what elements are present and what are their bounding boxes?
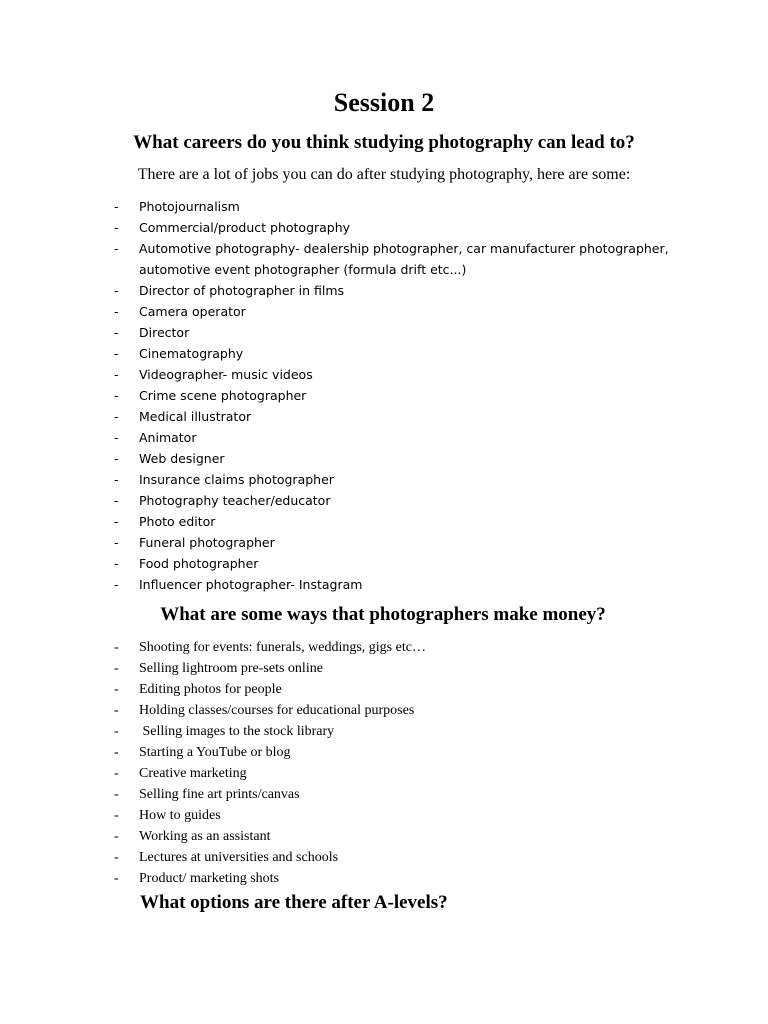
list-item-text: Photo editor — [139, 514, 216, 529]
list-item — [0, 427, 699, 448]
list-item — [0, 868, 699, 889]
list-item — [0, 658, 699, 679]
money-list — [0, 637, 699, 889]
list-item — [0, 532, 699, 553]
bullet-dash: - — [114, 325, 119, 340]
a-levels-heading: What options are there after A-levels? — [140, 892, 448, 913]
list-item — [0, 301, 699, 322]
list-item — [0, 805, 699, 826]
bullet-dash: - — [114, 241, 119, 256]
page-title: Session 2 — [333, 88, 435, 117]
careers-heading: What careers do you think studying photography can lead to? — [133, 132, 635, 153]
list-item-text: Director of photographer in films — [139, 283, 345, 298]
bullet-dash: - — [114, 661, 119, 676]
bullet-dash: - — [114, 514, 119, 529]
list-item — [0, 343, 699, 364]
list-item — [0, 280, 699, 301]
bullet-dash: - — [114, 556, 119, 571]
list-item-text: Starting a YouTube or blog — [139, 745, 291, 760]
list-item — [0, 679, 699, 700]
list-item — [0, 553, 699, 574]
list-item — [0, 364, 699, 385]
list-item-text: Insurance claims photographer — [139, 472, 334, 487]
list-item — [0, 217, 699, 238]
list-item — [0, 196, 699, 217]
bullet-dash: - — [114, 472, 119, 487]
bullet-dash: - — [114, 871, 119, 886]
bullet-dash: - — [114, 808, 119, 823]
list-item — [0, 742, 699, 763]
bullet-dash: - — [114, 703, 119, 718]
bullet-dash: - — [114, 283, 119, 298]
list-item-text: Crime scene photographer — [139, 388, 307, 403]
list-item — [0, 574, 699, 595]
bullet-dash: - — [114, 850, 119, 865]
list-item-text: Working as an assistant — [139, 829, 271, 844]
bullet-dash: - — [114, 535, 119, 550]
list-item-text: Automotive photography- dealership photographer, car manufacturer photographer, automotive event photographer (formula drift etc...) — [139, 241, 669, 277]
list-item — [0, 322, 699, 343]
list-item-text: How to guides — [139, 808, 221, 823]
list-item-text: Photography teacher/educator — [139, 493, 331, 508]
list-item-text: Editing photos for people — [139, 682, 282, 697]
list-item-text: Camera operator — [139, 304, 246, 319]
money-heading: What are some ways that photographers make money? — [160, 604, 606, 625]
list-item-text: Selling fine art prints/canvas — [139, 787, 300, 802]
list-item — [0, 721, 699, 742]
careers-intro: There are a lot of jobs you can do after studying photography, here are some: — [137, 166, 631, 183]
bullet-dash: - — [114, 451, 119, 466]
list-item — [0, 448, 699, 469]
list-item — [0, 238, 699, 280]
list-item — [0, 826, 699, 847]
list-item-text: Holding classes/courses for educational purposes — [139, 703, 415, 718]
bullet-dash: - — [114, 577, 119, 592]
list-item — [0, 763, 699, 784]
list-item-text: Cinematography — [139, 346, 244, 361]
bullet-dash: - — [114, 787, 119, 802]
list-item-text: Animator — [139, 430, 197, 445]
list-item — [0, 700, 699, 721]
list-item-text: Product/ marketing shots — [139, 871, 279, 886]
list-item-text: Selling images to the stock library — [139, 724, 335, 739]
careers-list — [0, 196, 699, 595]
list-item-text: Lectures at universities and schools — [139, 850, 339, 865]
list-item-text: Influencer photographer- Instagram — [139, 577, 363, 592]
list-item — [0, 490, 699, 511]
bullet-dash: - — [114, 829, 119, 844]
list-item-text: Medical illustrator — [139, 409, 252, 424]
list-item — [0, 847, 699, 868]
list-item — [0, 511, 699, 532]
list-item — [0, 637, 699, 658]
bullet-dash: - — [114, 346, 119, 361]
list-item — [0, 469, 699, 490]
bullet-dash: - — [114, 367, 119, 382]
bullet-dash: - — [114, 682, 119, 697]
list-item-text: Funeral photographer — [139, 535, 275, 550]
list-item-text: Creative marketing — [139, 766, 247, 781]
bullet-dash: - — [114, 640, 119, 655]
bullet-dash: - — [114, 220, 119, 235]
bullet-dash: - — [114, 199, 119, 214]
bullet-dash: - — [114, 388, 119, 403]
list-item-text: Director — [139, 325, 190, 340]
list-item — [0, 385, 699, 406]
bullet-dash: - — [114, 745, 119, 760]
bullet-dash: - — [114, 409, 119, 424]
list-item — [0, 784, 699, 805]
bullet-dash: - — [114, 304, 119, 319]
list-item-text: Photojournalism — [139, 199, 240, 214]
list-item-text: Commercial/product photography — [139, 220, 351, 235]
bullet-dash: - — [114, 724, 119, 739]
bullet-dash: - — [114, 493, 119, 508]
list-item-text: Shooting for events: funerals, weddings, gigs etc… — [139, 640, 426, 655]
bullet-dash: - — [114, 766, 119, 781]
list-item-text: Selling lightroom pre-sets online — [139, 661, 323, 676]
list-item — [0, 406, 699, 427]
list-item-text: Videographer- music videos — [139, 367, 313, 382]
list-item-text: Web designer — [139, 451, 225, 466]
list-item-text: Food photographer — [139, 556, 259, 571]
bullet-dash: - — [114, 430, 119, 445]
